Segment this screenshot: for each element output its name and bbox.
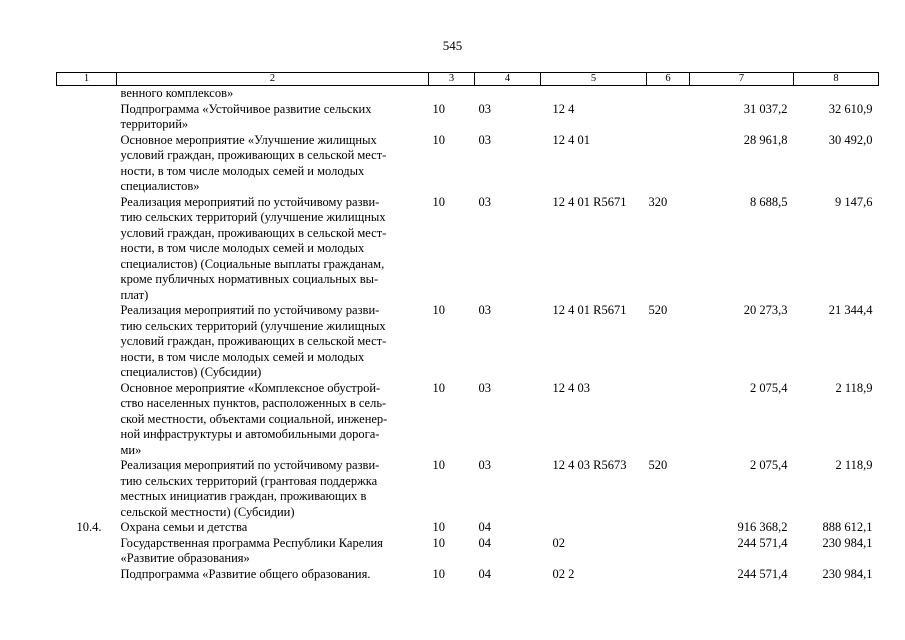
row-name-line: ности, в том числе молодых семей и молодых — [120, 163, 365, 178]
row-number-cell — [57, 381, 117, 459]
subsection-code-cell: 04 — [478, 520, 491, 534]
expense-type-cell — [647, 567, 690, 583]
amount-year2-cell: 888 612,1 — [822, 520, 873, 534]
row-name-line: ности, в том числе молодых семей и молодых — [120, 349, 365, 364]
section-code-cell: 10 — [432, 458, 445, 472]
row-name-cell — [117, 102, 429, 133]
section-code-cell: 10 — [432, 566, 445, 581]
table-body — [57, 86, 879, 583]
row-name-line: специалистов) (Социальные выплаты гражданам, — [120, 256, 385, 271]
section-code-cell: 10 — [432, 132, 445, 147]
section-code-cell: 10 — [432, 380, 445, 395]
row-name-cell — [117, 520, 429, 536]
row-name-cell — [117, 458, 429, 520]
table-row — [57, 520, 879, 536]
row-number-cell: 10.4. — [76, 520, 102, 534]
section-code-cell: 10 — [432, 101, 445, 116]
expense-type-cell — [647, 536, 690, 567]
subsection-code-cell: 03 — [478, 101, 491, 116]
section-code-cell: 10 — [432, 520, 445, 534]
row-name-line: условий граждан, проживающих в сельской мест- — [120, 334, 387, 348]
row-number-cell — [57, 567, 117, 583]
row-name-line: Реализация мероприятий по устойчивому разви- — [120, 194, 380, 209]
row-name-line: Реализация мероприятий по устойчивому разви- — [120, 458, 380, 472]
row-name-line: кроме публичных нормативных социальных вы- — [120, 272, 379, 286]
column-header: 2 — [117, 73, 429, 86]
row-number-cell — [57, 195, 117, 304]
target-article-cell: 12 4 01 — [552, 132, 590, 147]
table-row — [57, 102, 879, 133]
row-name-line: специалистов» — [120, 179, 200, 193]
row-name-line: ми» — [120, 442, 142, 457]
column-header: 5 — [541, 73, 647, 86]
table-row — [57, 133, 879, 195]
row-name-cell — [117, 303, 429, 381]
subsection-code-cell — [475, 86, 541, 102]
row-number-cell — [57, 133, 117, 195]
expense-type-cell — [647, 86, 690, 102]
row-name-cell — [117, 133, 429, 195]
amount-year1-cell: 8 688,5 — [750, 194, 788, 209]
subsection-code-cell: 03 — [478, 132, 491, 147]
row-number-cell — [57, 86, 117, 102]
target-article-cell: 12 4 — [552, 101, 575, 116]
row-name-line: условий граждан, проживающих в сельской мест- — [120, 148, 387, 162]
amount-year2-cell: 21 344,4 — [828, 303, 873, 317]
amount-year1-cell: 20 273,3 — [743, 303, 788, 317]
row-name-line: тию сельских территорий (улучшение жилищных — [120, 210, 386, 224]
table-row — [57, 536, 879, 567]
row-number-cell — [57, 102, 117, 133]
row-name-line: Основное мероприятие «Улучшение жилищных — [120, 132, 377, 147]
expense-type-cell — [647, 102, 690, 133]
amount-year1-cell: 916 368,2 — [737, 520, 788, 534]
amount-year1-cell: 31 037,2 — [743, 101, 788, 116]
row-number-cell — [57, 536, 117, 567]
amount-year2-cell: 32 610,9 — [828, 101, 873, 116]
page-number: 545 — [442, 38, 463, 53]
amount-year2-cell — [794, 86, 879, 102]
budget-table — [56, 72, 879, 582]
row-name-cell — [117, 195, 429, 304]
row-name-line: венного комплексов» — [120, 86, 234, 100]
expense-type-cell: 520 — [648, 303, 668, 317]
row-name-line: условий граждан, проживающих в сельской мест- — [120, 225, 387, 240]
amount-year2-cell: 30 492,0 — [828, 132, 873, 147]
amount-year1-cell: 2 075,4 — [750, 380, 788, 395]
row-name-line: плат) — [120, 287, 149, 302]
subsection-code-cell: 04 — [478, 566, 491, 581]
table-row — [57, 195, 879, 304]
target-article-cell: 12 4 01 R5671 — [552, 194, 627, 209]
subsection-code-cell: 03 — [478, 303, 491, 317]
section-code-cell: 10 — [432, 303, 445, 317]
target-article-cell: 02 — [552, 535, 565, 550]
column-header: 7 — [690, 73, 794, 86]
table-row — [57, 381, 879, 459]
column-header: 3 — [429, 73, 475, 86]
section-code-cell: 10 — [432, 194, 445, 209]
row-name-line: ство населенных пунктов, расположенных в сель- — [120, 396, 387, 410]
row-name-line: тию сельских территорий (грантовая поддержка — [120, 473, 378, 488]
amount-year2-cell: 2 118,9 — [835, 380, 873, 395]
amount-year1-cell: 244 571,4 — [737, 566, 788, 581]
target-article-cell: 12 4 03 — [552, 380, 590, 395]
column-header: 6 — [647, 73, 690, 86]
expense-type-cell — [647, 381, 690, 459]
row-name-line: специалистов) (Субсидии) — [120, 365, 262, 379]
row-name-line: ской местности, объектами социальной, инженер- — [120, 411, 388, 426]
row-number-cell — [57, 458, 117, 520]
amount-year2-cell: 230 984,1 — [822, 535, 873, 550]
amount-year1-cell: 28 961,8 — [743, 132, 788, 147]
subsection-code-cell: 03 — [478, 194, 491, 209]
row-name-line: «Развитие образования» — [120, 551, 250, 565]
row-name-cell — [117, 536, 429, 567]
row-name-line: Охрана семьи и детства — [120, 520, 248, 534]
row-name-line: Государственная программа Республики Карелия — [120, 535, 383, 550]
row-name-line: Основное мероприятие «Комплексное обустрой- — [120, 380, 381, 395]
column-header: 1 — [57, 73, 117, 86]
subsection-code-cell: 03 — [478, 458, 491, 472]
row-name-line: Подпрограмма «Развитие общего образования. — [120, 566, 371, 581]
row-name-cell — [117, 381, 429, 459]
amount-year2-cell: 230 984,1 — [822, 566, 873, 581]
row-name-line: местных инициатив граждан, проживающих в — [120, 489, 367, 503]
target-article-cell — [541, 520, 647, 536]
row-name-line: Реализация мероприятий по устойчивому разви- — [120, 303, 380, 317]
table-row — [57, 567, 879, 583]
target-article-cell: 12 4 03 R5673 — [552, 458, 627, 472]
expense-type-cell: 520 — [648, 458, 668, 472]
column-header: 8 — [794, 73, 879, 86]
table-row — [57, 458, 879, 520]
row-name-line: территорий» — [120, 117, 189, 131]
expense-type-cell — [647, 520, 690, 536]
row-name-line: Подпрограмма «Устойчивое развитие сельских — [120, 101, 372, 116]
target-article-cell: 02 2 — [552, 566, 575, 581]
target-article-cell: 12 4 01 R5671 — [552, 303, 627, 317]
expense-type-cell: 320 — [648, 194, 668, 209]
amount-year1-cell: 2 075,4 — [750, 458, 788, 472]
row-name-cell — [117, 86, 429, 102]
amount-year2-cell: 9 147,6 — [835, 194, 873, 209]
amount-year1-cell — [690, 86, 794, 102]
row-name-line: ной инфраструктуры и автомобильными дорога- — [120, 427, 380, 441]
section-code-cell: 10 — [432, 535, 445, 550]
subsection-code-cell: 04 — [478, 535, 491, 550]
amount-year2-cell: 2 118,9 — [835, 458, 873, 472]
row-name-cell — [117, 567, 429, 583]
column-header: 4 — [475, 73, 541, 86]
table-header-row — [57, 73, 879, 86]
row-name-line: сельской местности) (Субсидии) — [120, 504, 295, 519]
section-code-cell — [429, 86, 475, 102]
row-number-cell — [57, 303, 117, 381]
target-article-cell — [541, 86, 647, 102]
row-name-line: ности, в том числе молодых семей и молодых — [120, 241, 365, 255]
subsection-code-cell: 03 — [478, 380, 491, 395]
expense-type-cell — [647, 133, 690, 195]
table-row — [57, 303, 879, 381]
table-row — [57, 86, 879, 102]
row-name-line: тию сельских территорий (улучшение жилищных — [120, 318, 386, 333]
amount-year1-cell: 244 571,4 — [737, 535, 788, 550]
